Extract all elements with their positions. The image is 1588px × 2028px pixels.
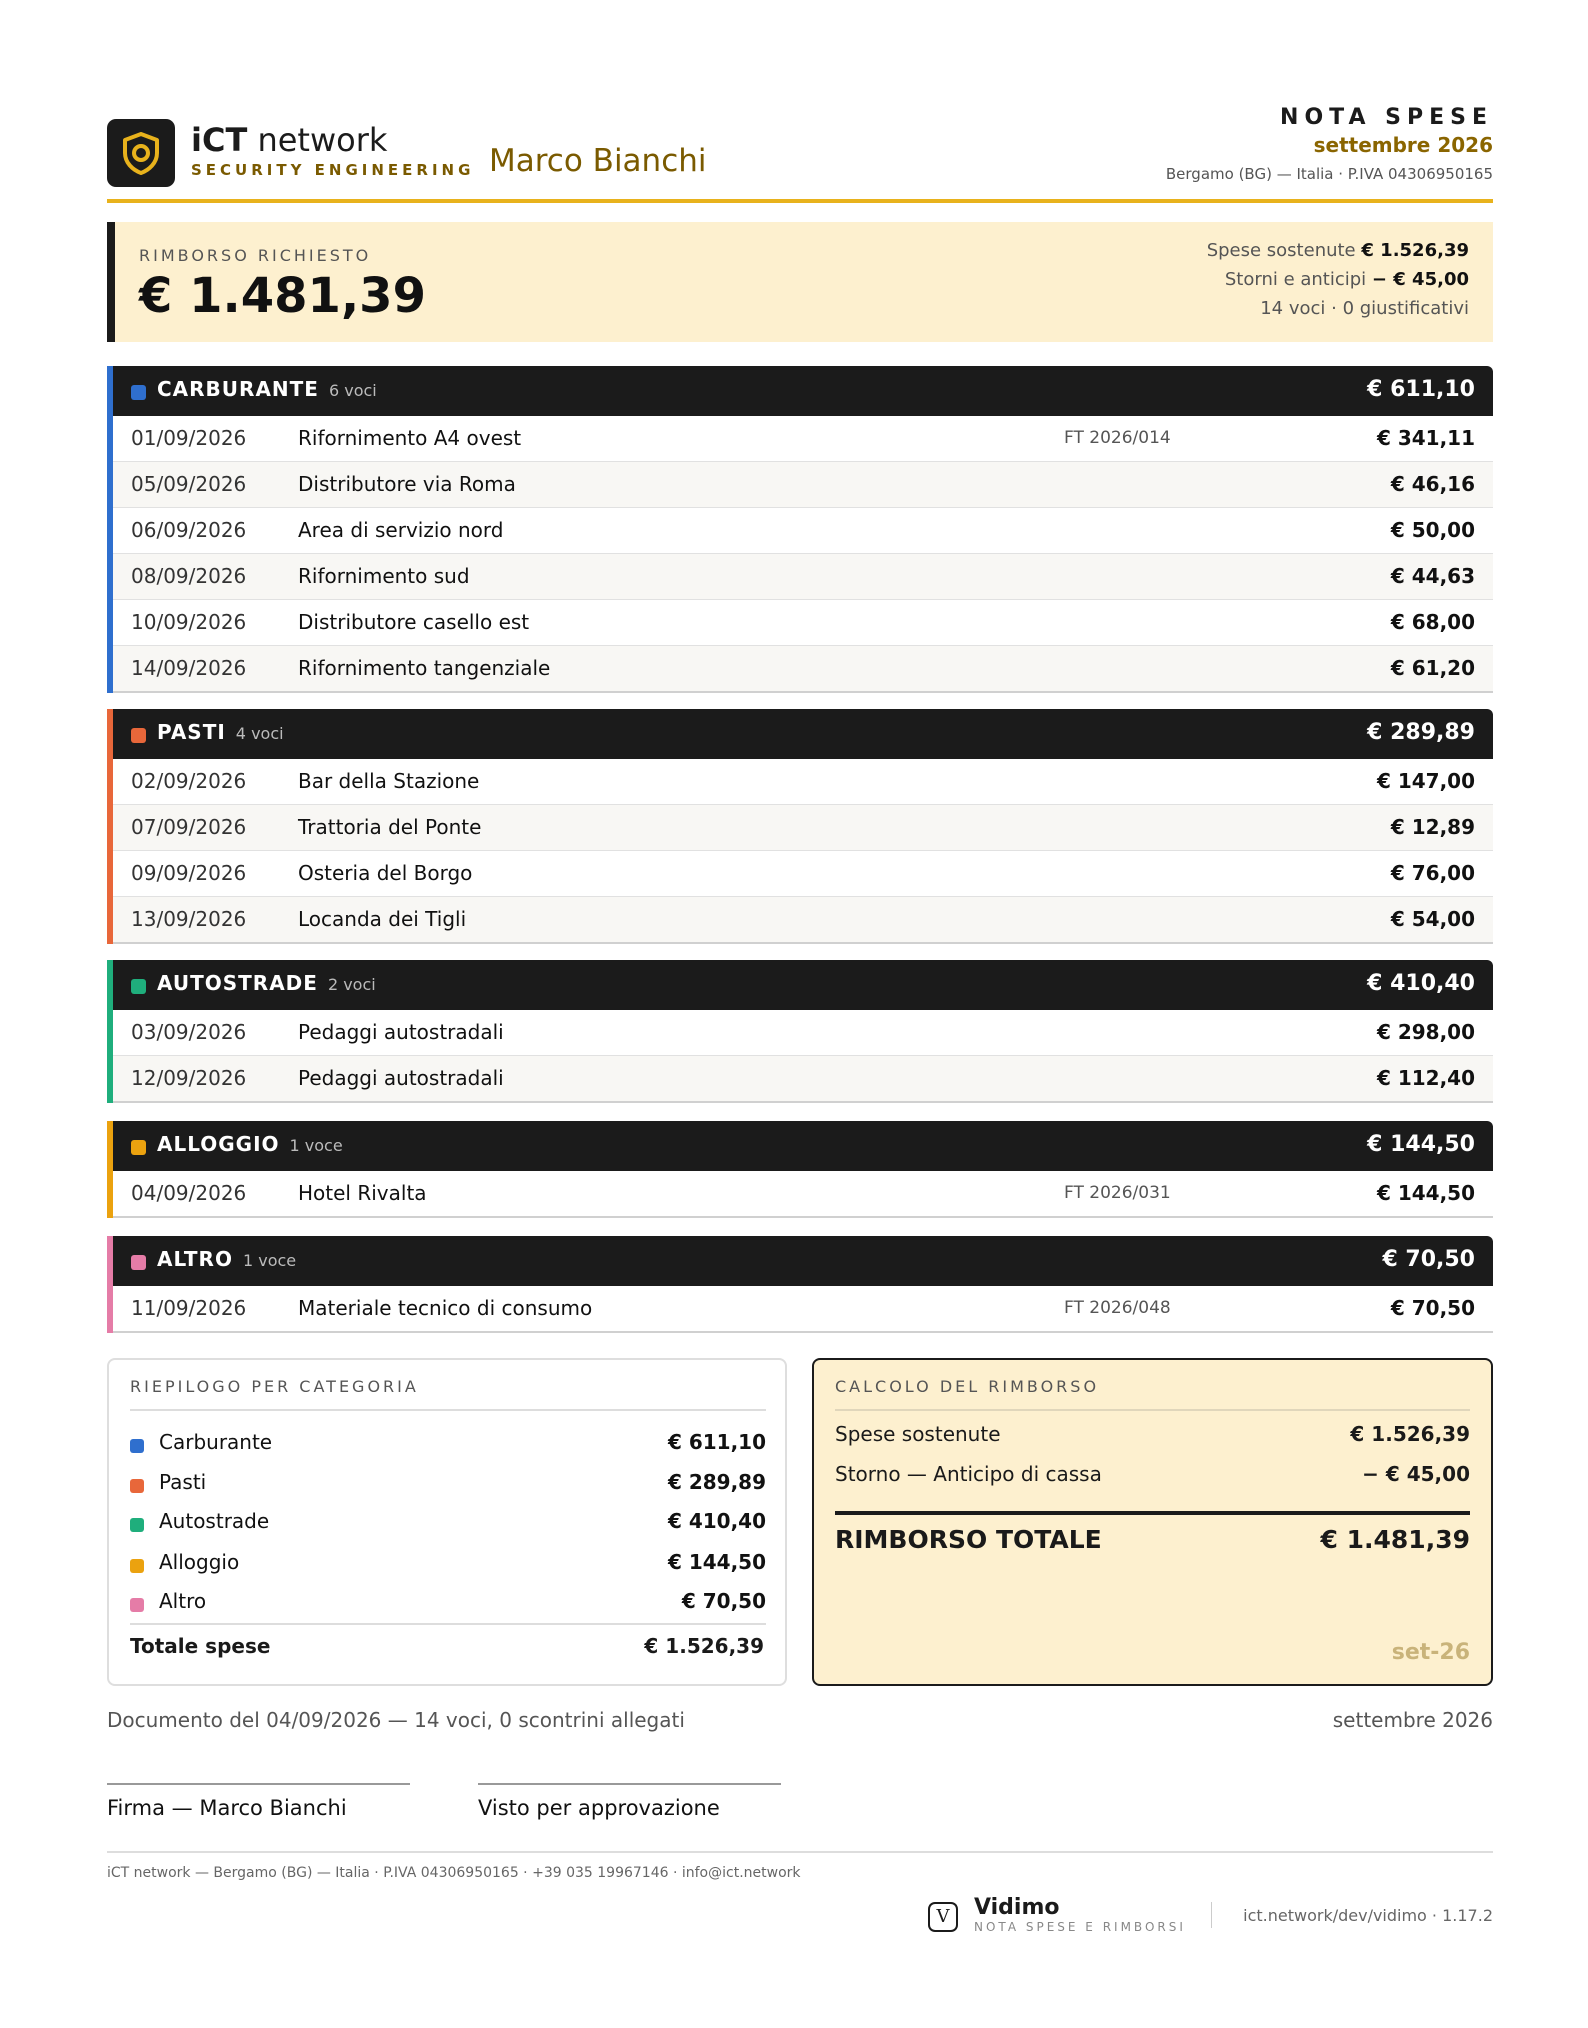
company-tagline: SECURITY ENGINEERING [191,161,475,179]
category-count: 6 voci [328,381,377,400]
company-address: Bergamo (BG) — Italia · P.IVA 04306950165 [1165,165,1493,183]
expense-amount: € 46,16 [1390,472,1475,496]
expense-description: Distributore via Roma [298,472,516,496]
expense-row [113,416,1493,462]
category-rows [113,1171,1493,1218]
category-summary-item [130,1587,766,1617]
category-summary-name: Autostrade [159,1509,270,1533]
expense-amount: € 298,00 [1376,1020,1475,1044]
header-divider [107,199,1493,203]
category-total: € 611,10 [1367,377,1475,402]
expense-amount: € 50,00 [1390,518,1475,542]
expense-description: Rifornimento tangenziale [298,656,551,680]
category-header [113,960,1493,1010]
category-count: 1 voce [242,1251,297,1270]
category-total: € 144,50 [1367,1132,1475,1157]
category-total: € 289,89 [1367,720,1475,745]
app-url: ict.network/dev/vidimo · 1.17.2 [1243,1906,1493,1925]
category-summary [107,1358,787,1686]
signature-label-employee: Firma — Marco Bianchi [107,1796,347,1820]
expense-date: 14/09/2026 [131,656,247,680]
expense-amount: € 76,00 [1390,861,1475,885]
category-color-dot [130,1559,144,1573]
calc-spese-value: € 1.526,39 [1350,1422,1470,1446]
expense-date: 04/09/2026 [131,1181,247,1205]
total-expenses-label: Totale spese [130,1634,271,1658]
vidimo-logo-icon: V [928,1902,958,1932]
category-name: ALLOGGIO 1 voce [157,1132,343,1156]
expense-date: 11/09/2026 [131,1296,247,1320]
category-rows [113,759,1493,944]
category-summary-name: Carburante [159,1430,273,1454]
category-name: ALTRO 1 voce [157,1247,297,1271]
expense-amount: € 68,00 [1390,610,1475,634]
expense-amount: € 70,50 [1390,1296,1475,1320]
period-code: set-26 [1391,1640,1470,1665]
expense-amount: € 341,11 [1376,426,1475,450]
category-total: € 70,50 [1382,1247,1475,1272]
category-summary-amount: € 410,40 [667,1509,766,1533]
category-count: 4 voci [235,724,284,743]
category-color-dot [130,1518,144,1532]
expense-date: 05/09/2026 [131,472,247,496]
expense-description: Distributore casello est [298,610,530,634]
total-reimbursement-label: RIMBORSO TOTALE [835,1525,1102,1554]
expense-amount: € 44,63 [1390,564,1475,588]
banner-breakdown [1207,236,1469,323]
expense-date: 03/09/2026 [131,1020,247,1044]
category-name: AUTOSTRADE 2 voci [157,971,376,995]
category-header [113,1121,1493,1171]
category-header [113,1236,1493,1286]
signature-line-employee [107,1783,410,1820]
calc-storno-label: Storno — Anticipo di cassa [835,1462,1102,1486]
category-color-dot [130,1479,144,1493]
category-rows [113,1010,1493,1103]
category-summary-name: Alloggio [159,1550,240,1574]
calculation-title: CALCOLO DEL RIMBORSO [835,1377,1100,1396]
category-color-dot [131,385,146,400]
category-name: CARBURANTE 6 voci [157,377,377,401]
expense-description: Pedaggi autostradali [298,1020,504,1044]
expense-date: 06/09/2026 [131,518,247,542]
expense-description: Pedaggi autostradali [298,1066,504,1090]
expense-date: 08/09/2026 [131,564,247,588]
category-summary-item [130,1468,766,1498]
category-color-dot [131,1255,146,1270]
expense-date: 12/09/2026 [131,1066,247,1090]
expense-row [113,1286,1493,1333]
footer-month: settembre 2026 [1332,1708,1493,1732]
expense-amount: € 12,89 [1390,815,1475,839]
category-name: PASTI 4 voci [157,720,284,744]
category-summary-name: Pasti [159,1470,207,1494]
employee-name: Marco Bianchi [489,143,707,179]
spese-label: Spese sostenute [1206,240,1356,261]
category-block [107,960,1493,1103]
expense-amount: € 112,40 [1376,1066,1475,1090]
total-reimbursement-value: € 1.481,39 [1320,1525,1470,1554]
company-name: iCT network [191,121,388,159]
category-count: 2 voci [327,975,376,994]
expense-row [113,1171,1493,1218]
reimbursement-calculation [812,1358,1493,1686]
expense-amount: € 144,50 [1376,1181,1475,1205]
app-subtitle: NOTA SPESE E RIMBORSI [974,1920,1186,1934]
divider [1211,1902,1212,1928]
category-summary-title: RIEPILOGO PER CATEGORIA [130,1377,419,1396]
category-color-dot [131,979,146,994]
category-summary-item [130,1507,766,1537]
expense-description: Hotel Rivalta [298,1181,427,1205]
document-month: settembre 2026 [1313,133,1493,157]
divider [835,1409,1470,1411]
expense-amount: € 54,00 [1390,907,1475,931]
category-summary-name: Altro [159,1589,207,1613]
category-header [113,709,1493,759]
expense-row [113,1010,1493,1056]
expense-date: 10/09/2026 [131,610,247,634]
category-summary-item [130,1428,766,1458]
reimbursement-banner [107,222,1493,342]
reimbursement-amount: € 1.481,39 [139,268,426,324]
reimbursement-label: RIMBORSO RICHIESTO [139,246,372,265]
footer-address: iCT network — Bergamo (BG) — Italia · P.IVA 04306950165 · +39 035 19967146 · info@ict.network [107,1865,801,1881]
signature-line-approval [478,1783,781,1820]
expense-amount: € 61,20 [1390,656,1475,680]
entry-counts: 14 voci · 0 giustificativi [1260,298,1469,319]
category-summary-amount: € 289,89 [667,1470,766,1494]
category-color-dot [131,1140,146,1155]
company-logo [107,119,175,187]
category-total: € 410,40 [1367,971,1475,996]
category-summary-amount: € 70,50 [681,1589,766,1613]
category-color-dot [131,728,146,743]
document-note: Documento del 04/09/2026 — 14 voci, 0 scontrini allegati [107,1708,685,1732]
divider [130,1623,766,1625]
expense-row [113,462,1493,508]
expense-description: Materiale tecnico di consumo [298,1296,593,1320]
expense-description: Bar della Stazione [298,769,480,793]
expense-description: Trattoria del Ponte [298,815,482,839]
category-color-dot [130,1598,144,1612]
expense-row [113,646,1493,693]
category-color-dot [130,1439,144,1453]
category-rows [113,1286,1493,1333]
calc-spese-label: Spese sostenute [835,1422,1001,1446]
spese-value: € 1.526,39 [1361,240,1469,261]
divider [835,1511,1470,1515]
expense-row [113,897,1493,944]
expense-row [113,600,1493,646]
expense-date: 01/09/2026 [131,426,247,450]
expense-description: Rifornimento sud [298,564,470,588]
category-header [113,366,1493,416]
signature-label-approval: Visto per approvazione [478,1796,720,1820]
expense-row [113,759,1493,805]
footer-divider [107,1851,1493,1853]
category-count: 1 voce [289,1136,343,1155]
app-name: Vidimo [974,1895,1060,1920]
expense-invoice-ref: FT 2026/014 [1064,428,1171,448]
expense-description: Osteria del Borgo [298,861,473,885]
expense-invoice-ref: FT 2026/031 [1064,1183,1171,1203]
category-summary-item [130,1548,766,1578]
expense-date: 09/09/2026 [131,861,247,885]
expense-row [113,851,1493,897]
divider [130,1409,766,1411]
total-expenses-value: € 1.526,39 [644,1634,764,1658]
shield-icon [119,131,163,175]
category-block [107,1236,1493,1333]
expense-date: 07/09/2026 [131,815,247,839]
category-block [107,1121,1493,1218]
expense-row [113,1056,1493,1103]
expense-description: Rifornimento A4 ovest [298,426,522,450]
expense-amount: € 147,00 [1376,769,1475,793]
expense-row [113,805,1493,851]
expense-description: Area di servizio nord [298,518,504,542]
category-block [107,709,1493,944]
calc-storno-value: − € 45,00 [1362,1462,1470,1486]
expense-row [113,554,1493,600]
expense-date: 02/09/2026 [131,769,247,793]
storni-value: − € 45,00 [1371,269,1469,290]
storni-label: Storni e anticipi [1224,269,1367,290]
expense-invoice-ref: FT 2026/048 [1064,1298,1171,1318]
expense-date: 13/09/2026 [131,907,247,931]
document-title: NOTA SPESE [1280,105,1493,130]
category-block [107,366,1493,693]
category-summary-amount: € 611,10 [667,1430,766,1454]
category-rows [113,416,1493,693]
expense-description: Locanda dei Tigli [298,907,467,931]
expense-row [113,508,1493,554]
category-summary-amount: € 144,50 [667,1550,766,1574]
report-header [107,105,1493,201]
